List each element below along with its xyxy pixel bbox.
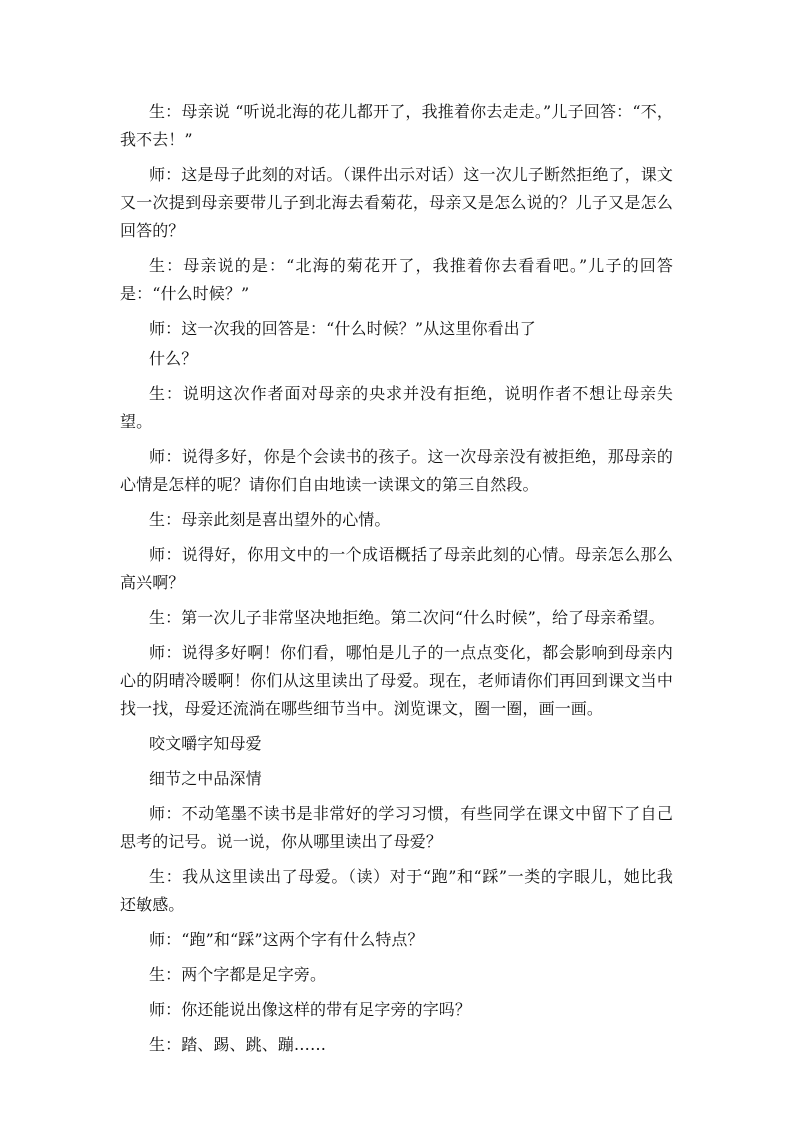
paragraph-5: 什么？ bbox=[149, 349, 198, 368]
section-heading-1: 咬文嚼字知母爱 bbox=[149, 734, 262, 753]
paragraph-17: 生：踏、踢、跳、蹦…… bbox=[149, 1035, 327, 1054]
paragraph-12: 师：不动笔墨不读书是非常好的学习习惯，有些同学在课文中留下了自己思考的记号。说一说，你从哪里读出了母爱？ bbox=[120, 804, 673, 851]
paragraph-10: 生：第一次儿子非常坚决地拒绝。第二次问“什么时候”，给了母亲希望。 bbox=[149, 608, 665, 627]
paragraph-3: 生：母亲说的是：“北海的菊花开了，我推着你去看看吧。”儿子的回答是：“什么时候？” bbox=[120, 256, 673, 303]
paragraph-11: 师：说得多好啊！你们看，哪怕是儿子的一点点变化，都会影响到母亲内心的阴晴冷暖啊！你们从这里读出了母爱。现在，老师请你们再回到课文当中找一找，母爱还流淌在哪些细节当中。浏览课文，圈一圈，画一画。 bbox=[120, 643, 673, 718]
paragraph-6: 生：说明这次作者面对母亲的央求并没有拒绝，说明作者不想让母亲失望。 bbox=[120, 384, 673, 431]
section-heading-2: 细节之中品深情 bbox=[149, 769, 262, 788]
paragraph-4: 师：这一次我的回答是：“什么时候？”从这里你看出了 bbox=[149, 319, 536, 338]
paragraph-9: 师：说得好，你用文中的一个成语概括了母亲此刻的心情。母亲怎么那么高兴啊？ bbox=[120, 545, 673, 592]
paragraph-1: 生：母亲说 “听说北海的花儿都开了，我推着你去走走。”儿子回答：“不，我不去！” bbox=[120, 102, 673, 149]
paragraph-15: 生：两个字都是足字旁。 bbox=[149, 965, 327, 984]
paragraph-2: 师：这是母子此刻的对话。（课件出示对话）这一次儿子断然拒绝了，课文又一次提到母亲要带儿子到北海去看菊花，母亲又是怎么说的？儿子又是怎么回答的？ bbox=[120, 165, 673, 240]
paragraph-13: 生：我从这里读出了母爱。（读）对于“跑”和“踩”一类的字眼儿，她比我还敏感。 bbox=[120, 867, 673, 914]
paragraph-7: 师：说得多好，你是个会读书的孩子。这一次母亲没有被拒绝，那母亲的心情是怎样的呢？请你们自由地读一读课文的第三自然段。 bbox=[120, 447, 673, 494]
paragraph-14: 师：“跑”和“踩”这两个字有什么特点？ bbox=[149, 930, 424, 949]
paragraph-16: 师：你还能说出像这样的带有足字旁的字吗？ bbox=[149, 1000, 472, 1019]
paragraph-8: 生：母亲此刻是喜出望外的心情。 bbox=[149, 510, 391, 529]
document-body bbox=[120, 98, 673, 1066]
